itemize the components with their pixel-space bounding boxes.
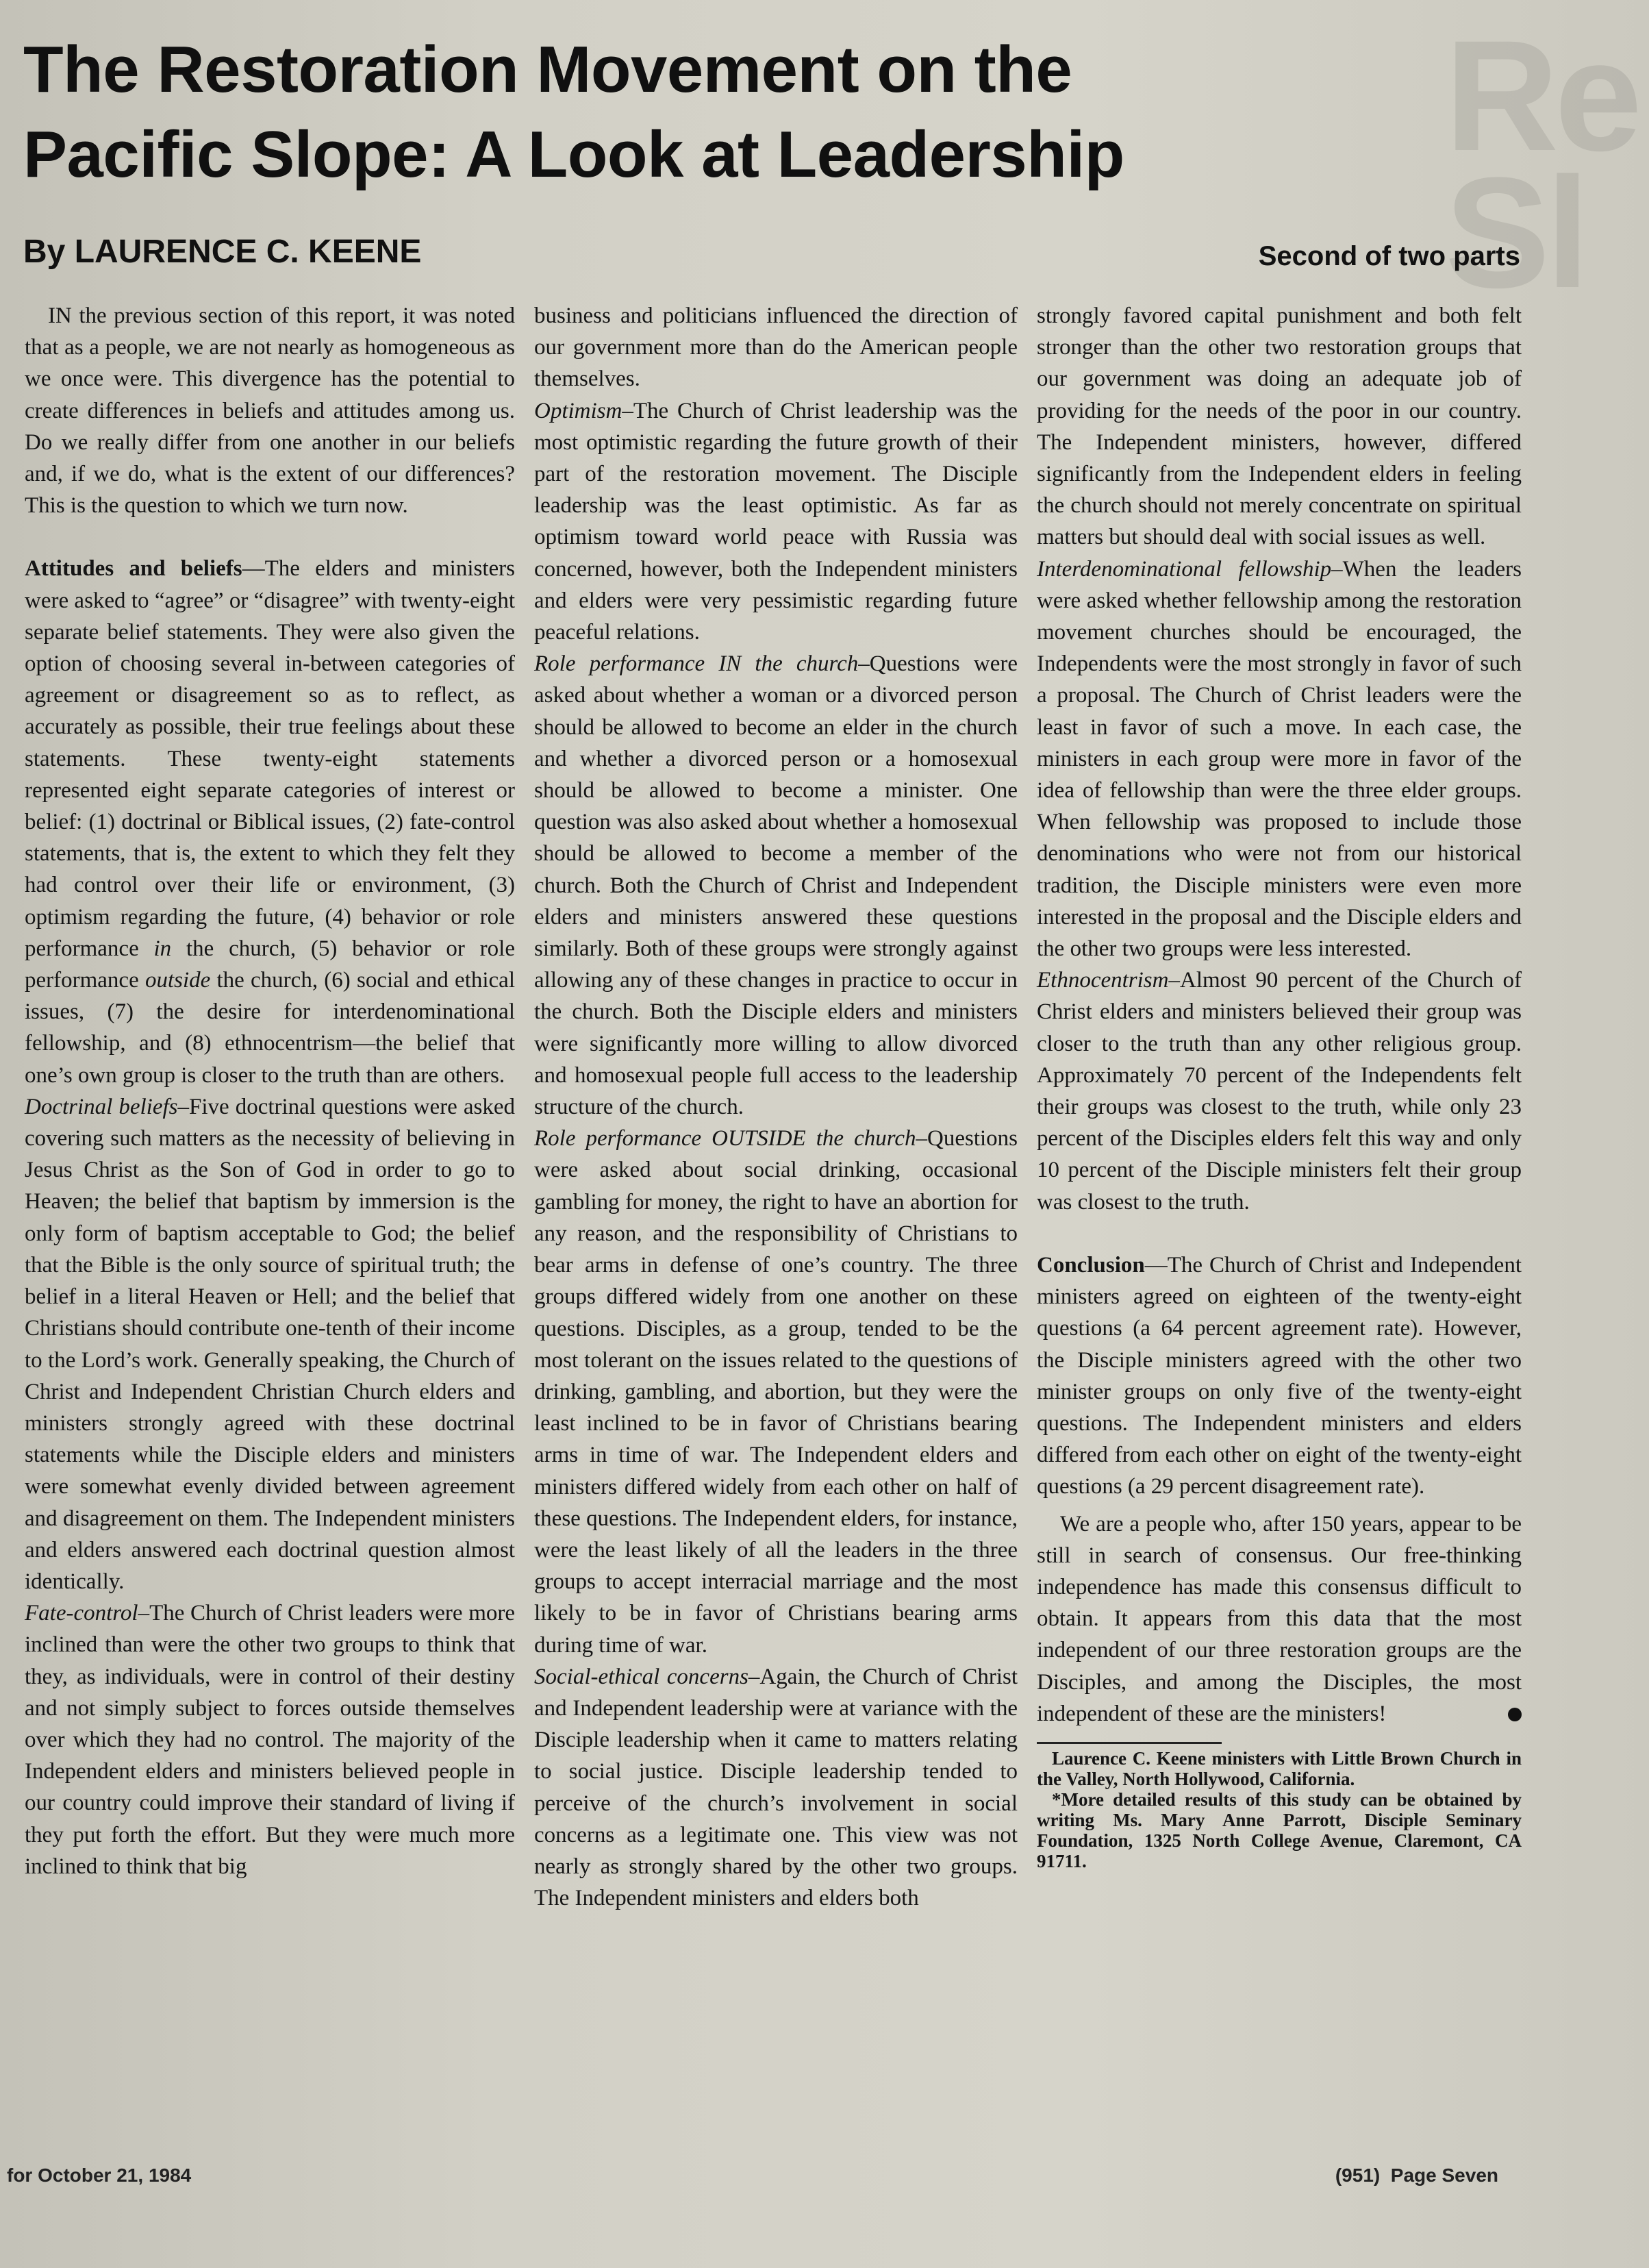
social-ethical-heading: Social-ethical concerns [534,1664,748,1689]
ethnocentrism-heading: Ethnocentrism [1037,968,1169,993]
issue-date: for October 21, 1984 [7,2165,192,2186]
fellowship-paragraph: Interdenominational fellowship–When the leaders were asked whether fellowship among the restoration movement churches should be encouraged, the Independents were the most strongly in favor of such a proposal. The Church of Christ leaders were the least in favor of such a move. In each case, the ministers in each group were more in favor of the idea of fellowship than were the three elder groups. When fellowship was proposed to include those denominations who were not from our historical tradition, the Disciple ministers were even more interested in the proposal and the Disciple elders and the other two groups were less interested. [1037,556,1522,962]
social-ethical-paragraph: Social-ethical concerns–Again, the Church of Christ and Independent leadership were at variance with the Disciple leadership when it came to matters relating to social justice. Disciple leadership tended to perceive of the church’s involvement in social concerns as a legitimate one. This view was not nearly as strongly shared by the other two groups. The Independent ministers and elders both [534,1664,1018,1911]
page-folio [1335,2165,1498,2186]
attitudes-heading: Attitudes and beliefs [25,556,242,582]
folio-number: (951) [1335,2165,1381,2186]
study-note: *More detailed results of this study can be obtained by writing Ms. Mary Anne Parrott, Disciple Seminary Foundation, 1325 North College Avenue, Claremont, CA 91711. [1037,1789,1522,1871]
text-column-2 [534,300,1018,1914]
continued-paragraph: business and politicians influenced the direction of our government more than do the American people themselves. [534,303,1018,392]
role-outside-heading: Role performance OUTSIDE the church [534,1126,916,1151]
continued-paragraph-2: strongly favored capital punishment and both felt stronger than the other two restoration groups that our government was doing an adequate job of providing for the needs of the poor in our country. The Independent ministers, however, differed significantly from the Independent elders in feeling the church should not merely concentrate on spiritual matters but should deal with social issues as well. [1037,303,1522,550]
role-outside-paragraph: Role performance OUTSIDE the church–Questions were asked about social drinking, occasional gambling for money, the right to have an abortion for any reason, and the responsibility of Christians to bear arms in defense of one’s country. The three groups differed widely from one another on these questions. Disciples, as a group, tended to be the most tolerant on the issues related to the questions of drinking, gambling, and abortion, but they were the least inclined to be in favor of Christians bearing arms in time of war. The Independent elders and ministers differed widely from each other on half of these questions. The Independent elders, for instance, were the least likely of all the leaders in the three groups to accept interracial marriage and the most likely to be in favor of Christians bearing arms during time of war. [534,1126,1018,1658]
conclusion-heading: Conclusion [1037,1252,1145,1278]
role-in-paragraph: Role performance IN the church–Questions were asked about whether a woman or a divorced person should be allowed to become an elder in the church and whether a divorced person or a homosexual should be allowed to become a minister. One question was also asked about whether a homosexual should be allowed to become a member of the church. Both the Church of Christ and Independent elders and ministers answered these questions similarly. Both of these groups were strongly against allowing any of these changes in practice to occur in the church. Both the Disciple elders and ministers were significantly more willing to allow divorced and homosexual people full access to the leadership structure of the church. [534,651,1018,1120]
fate-control-paragraph: Fate-control–The Church of Christ leaders were more inclined than were the other two groups to think that they, as individuals, were in control of their destiny and not simply subject to forces outside themselves over which they had no control. The majority of the Independent elders and ministers believed people in our country could improve their standard of living if they put forth the effort. But they were much more inclined to think that big [25,1601,515,1879]
bio-divider [1037,1742,1222,1744]
text-column-3 [1037,300,1522,1871]
series-label: Second of two parts [1258,241,1520,271]
attitudes-paragraph: Attitudes and beliefs—The elders and ministers were asked to “agree” or “disagree” with twenty-eight separate belief statements. They were also given the option of choosing several in-between categories of agreement or disagreement so as to reflect, as accurately as possible, their true feelings about these statements. These twenty-eight statements represented eight separate categories of interest or belief: (1) doctrinal or Biblical issues, (2) fate-control statements, that is, the extent to which they felt they had control over their life or environment, (3) optimism regarding the future, (4) behavior or role performance in the church, (5) behavior or role performance outside the church, (6) social and ethical issues, (7) the desire for interdenominational fellowship, and (8) ethnocentrism—the belief that one’s own group is closer to the truth than are others. [25,556,516,1088]
bleed-through-shadow: Re Sl [1445,27,1639,315]
closing-paragraph: We are a people who, after 150 years, appear to be still in search of consensus. Our free-thinking independence has made this consensus difficult to obtain. It appears from this data that the most independent of our three restoration groups are the Disciples, and among the Disciples, the most independent of these are the ministers! [1037,1511,1522,1726]
article-title [23,27,1434,197]
ethnocentrism-paragraph: Ethnocentrism–Almost 90 percent of the Church of Christ elders and ministers believed their group was closer to the truth than any other religious group. Approximately 70 percent of the Independents felt their groups was closest to the truth, while only 23 percent of the Disciples elders felt this way and only 10 percent of the Disciple ministers felt their group was closest to the truth. [1037,968,1522,1214]
author-byline: By LAURENCE C. KEENE [23,234,422,270]
title-line-2: Pacific Slope: A Look at Leadership [23,118,1124,191]
title-line-1: The Restoration Movement on the [23,33,1072,106]
fate-control-heading: Fate-control [25,1601,138,1626]
role-in-heading: Role performance IN the church [534,651,859,677]
page-label: Page Seven [1390,2165,1498,2186]
intro-paragraph: IN the previous section of this report, it was noted that as a people, we are not nearly as homogeneous as we once were. This divergence has the potential to create differences in beliefs and attitudes among us. Do we really differ from one another in our beliefs and, if we do, what is the extent of our differences? This is the question to which we turn now. [25,303,515,519]
optimism-heading: Optimism [534,398,622,423]
end-mark-icon [1508,1708,1522,1721]
conclusion-paragraph: Conclusion—The Church of Christ and Independent ministers agreed on eighteen of the twenty-eight questions (a 64 percent agreement rate). However, the Disciple ministers agreed with the other two minister groups on only five of the twenty-eight questions. The Independent ministers and elders differed from each other on eight of the twenty-eight questions (a 29 percent disagreement rate). [1037,1252,1522,1499]
text-column-1 [25,300,515,1882]
doctrinal-heading: Doctrinal beliefs [25,1094,178,1119]
author-bio: Laurence C. Keene ministers with Little Brown Church in the Valley, North Hollywood, California. [1037,1747,1522,1789]
fellowship-heading: Interdenominational fellowship [1037,556,1332,582]
doctrinal-paragraph: Doctrinal beliefs–Five doctrinal questions were asked covering such matters as the necessity of believing in Jesus Christ as the Son of God in order to go to Heaven; the belief that baptism by immersion is the only form of baptism acceptable to God; the belief that the Bible is the only source of spiritual truth; the belief in a literal Heaven or Hell; and the belief that Christians should contribute one-tenth of their income to the Lord’s work. Generally speaking, the Church of Christ and Independent Christian Church elders and ministers strongly agreed with these doctrinal statements while the Disciple elders and ministers were somewhat evenly divided between agreement and disagreement on them. The Independent ministers and elders answered each doctrinal question almost identically. [25,1094,515,1594]
optimism-paragraph: Optimism–The Church of Christ leadership was the most optimistic regarding the future growth of their part of the restoration movement. The Disciple leadership was the least optimistic. As far as optimism toward world peace with Russia was concerned, however, both the Independent ministers and elders were very pessimistic regarding future peaceful relations. [534,398,1018,645]
